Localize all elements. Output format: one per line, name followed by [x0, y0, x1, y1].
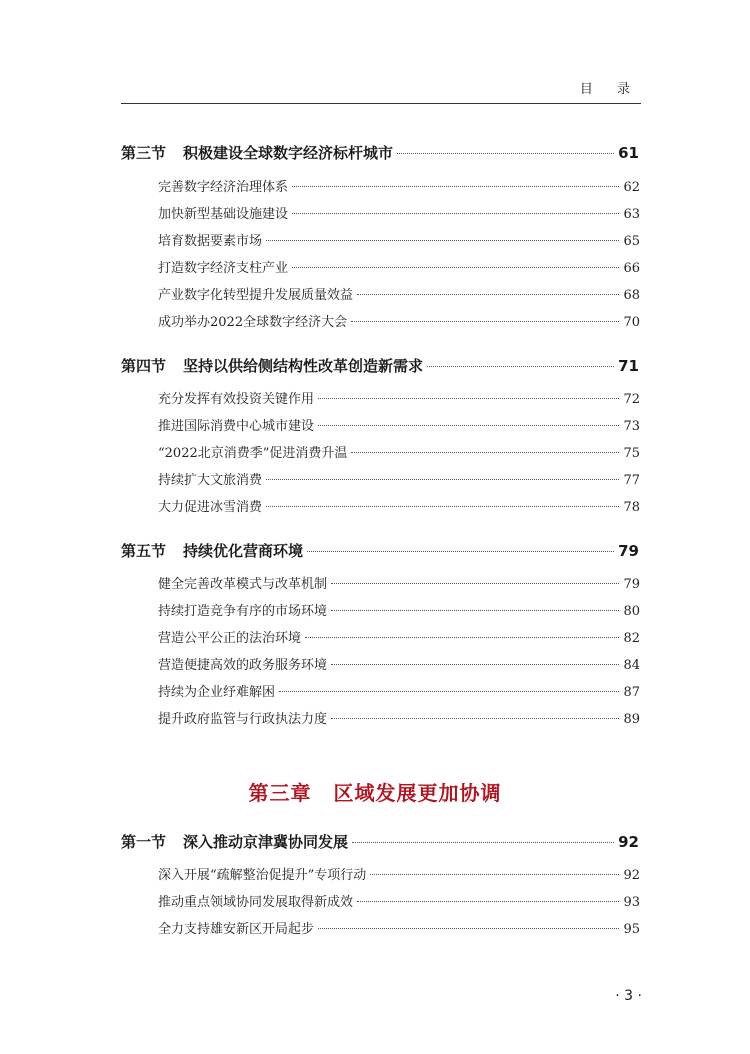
toc-item-row[interactable]	[158, 469, 640, 488]
item-page: 92	[623, 868, 640, 883]
toc-item-row[interactable]	[158, 496, 640, 515]
toc-section-row[interactable]	[121, 831, 639, 852]
toc-item-row[interactable]	[158, 176, 640, 195]
item-label: 营造公平公正的法治环境	[158, 631, 302, 646]
dot-leader	[266, 240, 619, 241]
item-page: 70	[623, 315, 640, 330]
item-label: 持续为企业纾难解困	[158, 685, 276, 700]
chapter-title: 区域发展更加协调	[333, 781, 502, 805]
item-page: 65	[623, 234, 640, 249]
section-title: 积极建设全球数字经济标杆城市	[183, 144, 394, 162]
item-label: 打造数字经济支柱产业	[158, 261, 289, 276]
toc-item-row[interactable]	[158, 864, 640, 883]
toc-item-row[interactable]	[158, 627, 640, 646]
page-number: · 3 ·	[615, 988, 642, 1004]
item-label: “2022北京消费季”促进消费升温	[158, 446, 348, 461]
item-page: 66	[623, 261, 640, 276]
item-label: 产业数字化转型提升发展质量效益	[158, 288, 354, 303]
section-page: 92	[618, 833, 639, 851]
item-page: 89	[623, 712, 640, 727]
dot-leader	[266, 506, 619, 507]
item-page: 75	[623, 446, 640, 461]
section-title: 坚持以供给侧结构性改革创造新需求	[183, 357, 424, 375]
toc-section-row[interactable]	[121, 540, 639, 561]
dot-leader	[351, 321, 619, 322]
toc-section-row[interactable]	[121, 355, 639, 376]
dot-leader	[397, 153, 614, 154]
toc-item-row[interactable]	[158, 415, 640, 434]
item-label: 深入开展“疏解整治促提升”专项行动	[158, 868, 367, 883]
toc-item-row[interactable]	[158, 203, 640, 222]
item-page: 77	[623, 473, 640, 488]
section-number: 第三节	[121, 144, 167, 162]
toc-section-row[interactable]	[121, 142, 639, 163]
toc-item-row[interactable]	[158, 442, 640, 461]
toc-item-row[interactable]	[158, 573, 640, 592]
section-page: 79	[618, 542, 639, 560]
item-page: 79	[623, 577, 640, 592]
item-label: 完善数字经济治理体系	[158, 180, 289, 195]
dot-leader	[352, 842, 614, 843]
item-label: 健全完善改革模式与改革机制	[158, 577, 328, 592]
section-number: 第四节	[121, 357, 167, 375]
item-page: 95	[623, 922, 640, 937]
dot-leader	[331, 583, 619, 584]
toc-item-row[interactable]	[158, 654, 640, 673]
section-number: 第一节	[121, 833, 167, 851]
toc-item-row[interactable]	[158, 230, 640, 249]
section-number: 第五节	[121, 542, 167, 560]
item-label: 推动重点领域协同发展取得新成效	[158, 895, 354, 910]
dot-leader	[292, 267, 619, 268]
dot-leader	[266, 479, 619, 480]
dot-leader	[292, 213, 619, 214]
section-title: 深入推动京津冀协同发展	[183, 833, 349, 851]
item-page: 87	[623, 685, 640, 700]
item-label: 推进国际消费中心城市建设	[158, 419, 315, 434]
item-page: 80	[623, 604, 640, 619]
dot-leader	[305, 637, 619, 638]
section-title: 持续优化营商环境	[183, 542, 304, 560]
item-label: 充分发挥有效投资关键作用	[158, 392, 315, 407]
dot-leader	[318, 398, 619, 399]
item-label: 全力支持雄安新区开局起步	[158, 922, 315, 937]
dot-leader	[370, 874, 619, 875]
toc-item-row[interactable]	[158, 257, 640, 276]
toc-item-row[interactable]	[158, 708, 640, 727]
toc-item-row[interactable]	[158, 284, 640, 303]
toc-item-row[interactable]	[158, 388, 640, 407]
item-page: 72	[623, 392, 640, 407]
item-page: 82	[623, 631, 640, 646]
toc-item-row[interactable]	[158, 918, 640, 937]
item-label: 培育数据要素市场	[158, 234, 263, 249]
toc-item-row[interactable]	[158, 600, 640, 619]
dot-leader	[357, 901, 619, 902]
dot-leader	[427, 366, 614, 367]
item-label: 提升政府监管与行政执法力度	[158, 712, 328, 727]
toc-item-row[interactable]	[158, 891, 640, 910]
item-label: 营造便捷高效的政务服务环境	[158, 658, 328, 673]
item-page: 93	[623, 895, 640, 910]
item-page: 84	[623, 658, 640, 673]
dot-leader	[331, 610, 619, 611]
item-label: 成功举办2022全球数字经济大会	[158, 315, 348, 330]
chapter-number: 第三章	[248, 781, 312, 805]
section-page: 61	[618, 144, 639, 162]
dot-leader	[279, 691, 619, 692]
dot-leader	[307, 551, 614, 552]
dot-leader	[331, 718, 619, 719]
header-divider	[121, 103, 641, 104]
dot-leader	[318, 928, 619, 929]
item-label: 大力促进冰雪消费	[158, 500, 263, 515]
item-page: 73	[623, 419, 640, 434]
item-label: 加快新型基础设施建设	[158, 207, 289, 222]
dot-leader	[357, 294, 619, 295]
item-page: 62	[623, 180, 640, 195]
chapter-heading	[0, 777, 750, 806]
dot-leader	[318, 425, 619, 426]
section-page: 71	[618, 357, 639, 375]
running-header: 目 录	[579, 82, 640, 97]
dot-leader	[292, 186, 619, 187]
toc-item-row[interactable]	[158, 681, 640, 700]
dot-leader	[351, 452, 619, 453]
item-page: 78	[623, 500, 640, 515]
item-page: 63	[623, 207, 640, 222]
item-label: 持续打造竞争有序的市场环境	[158, 604, 328, 619]
dot-leader	[331, 664, 619, 665]
item-label: 持续扩大文旅消费	[158, 473, 263, 488]
toc-item-row[interactable]	[158, 311, 640, 330]
item-page: 68	[623, 288, 640, 303]
